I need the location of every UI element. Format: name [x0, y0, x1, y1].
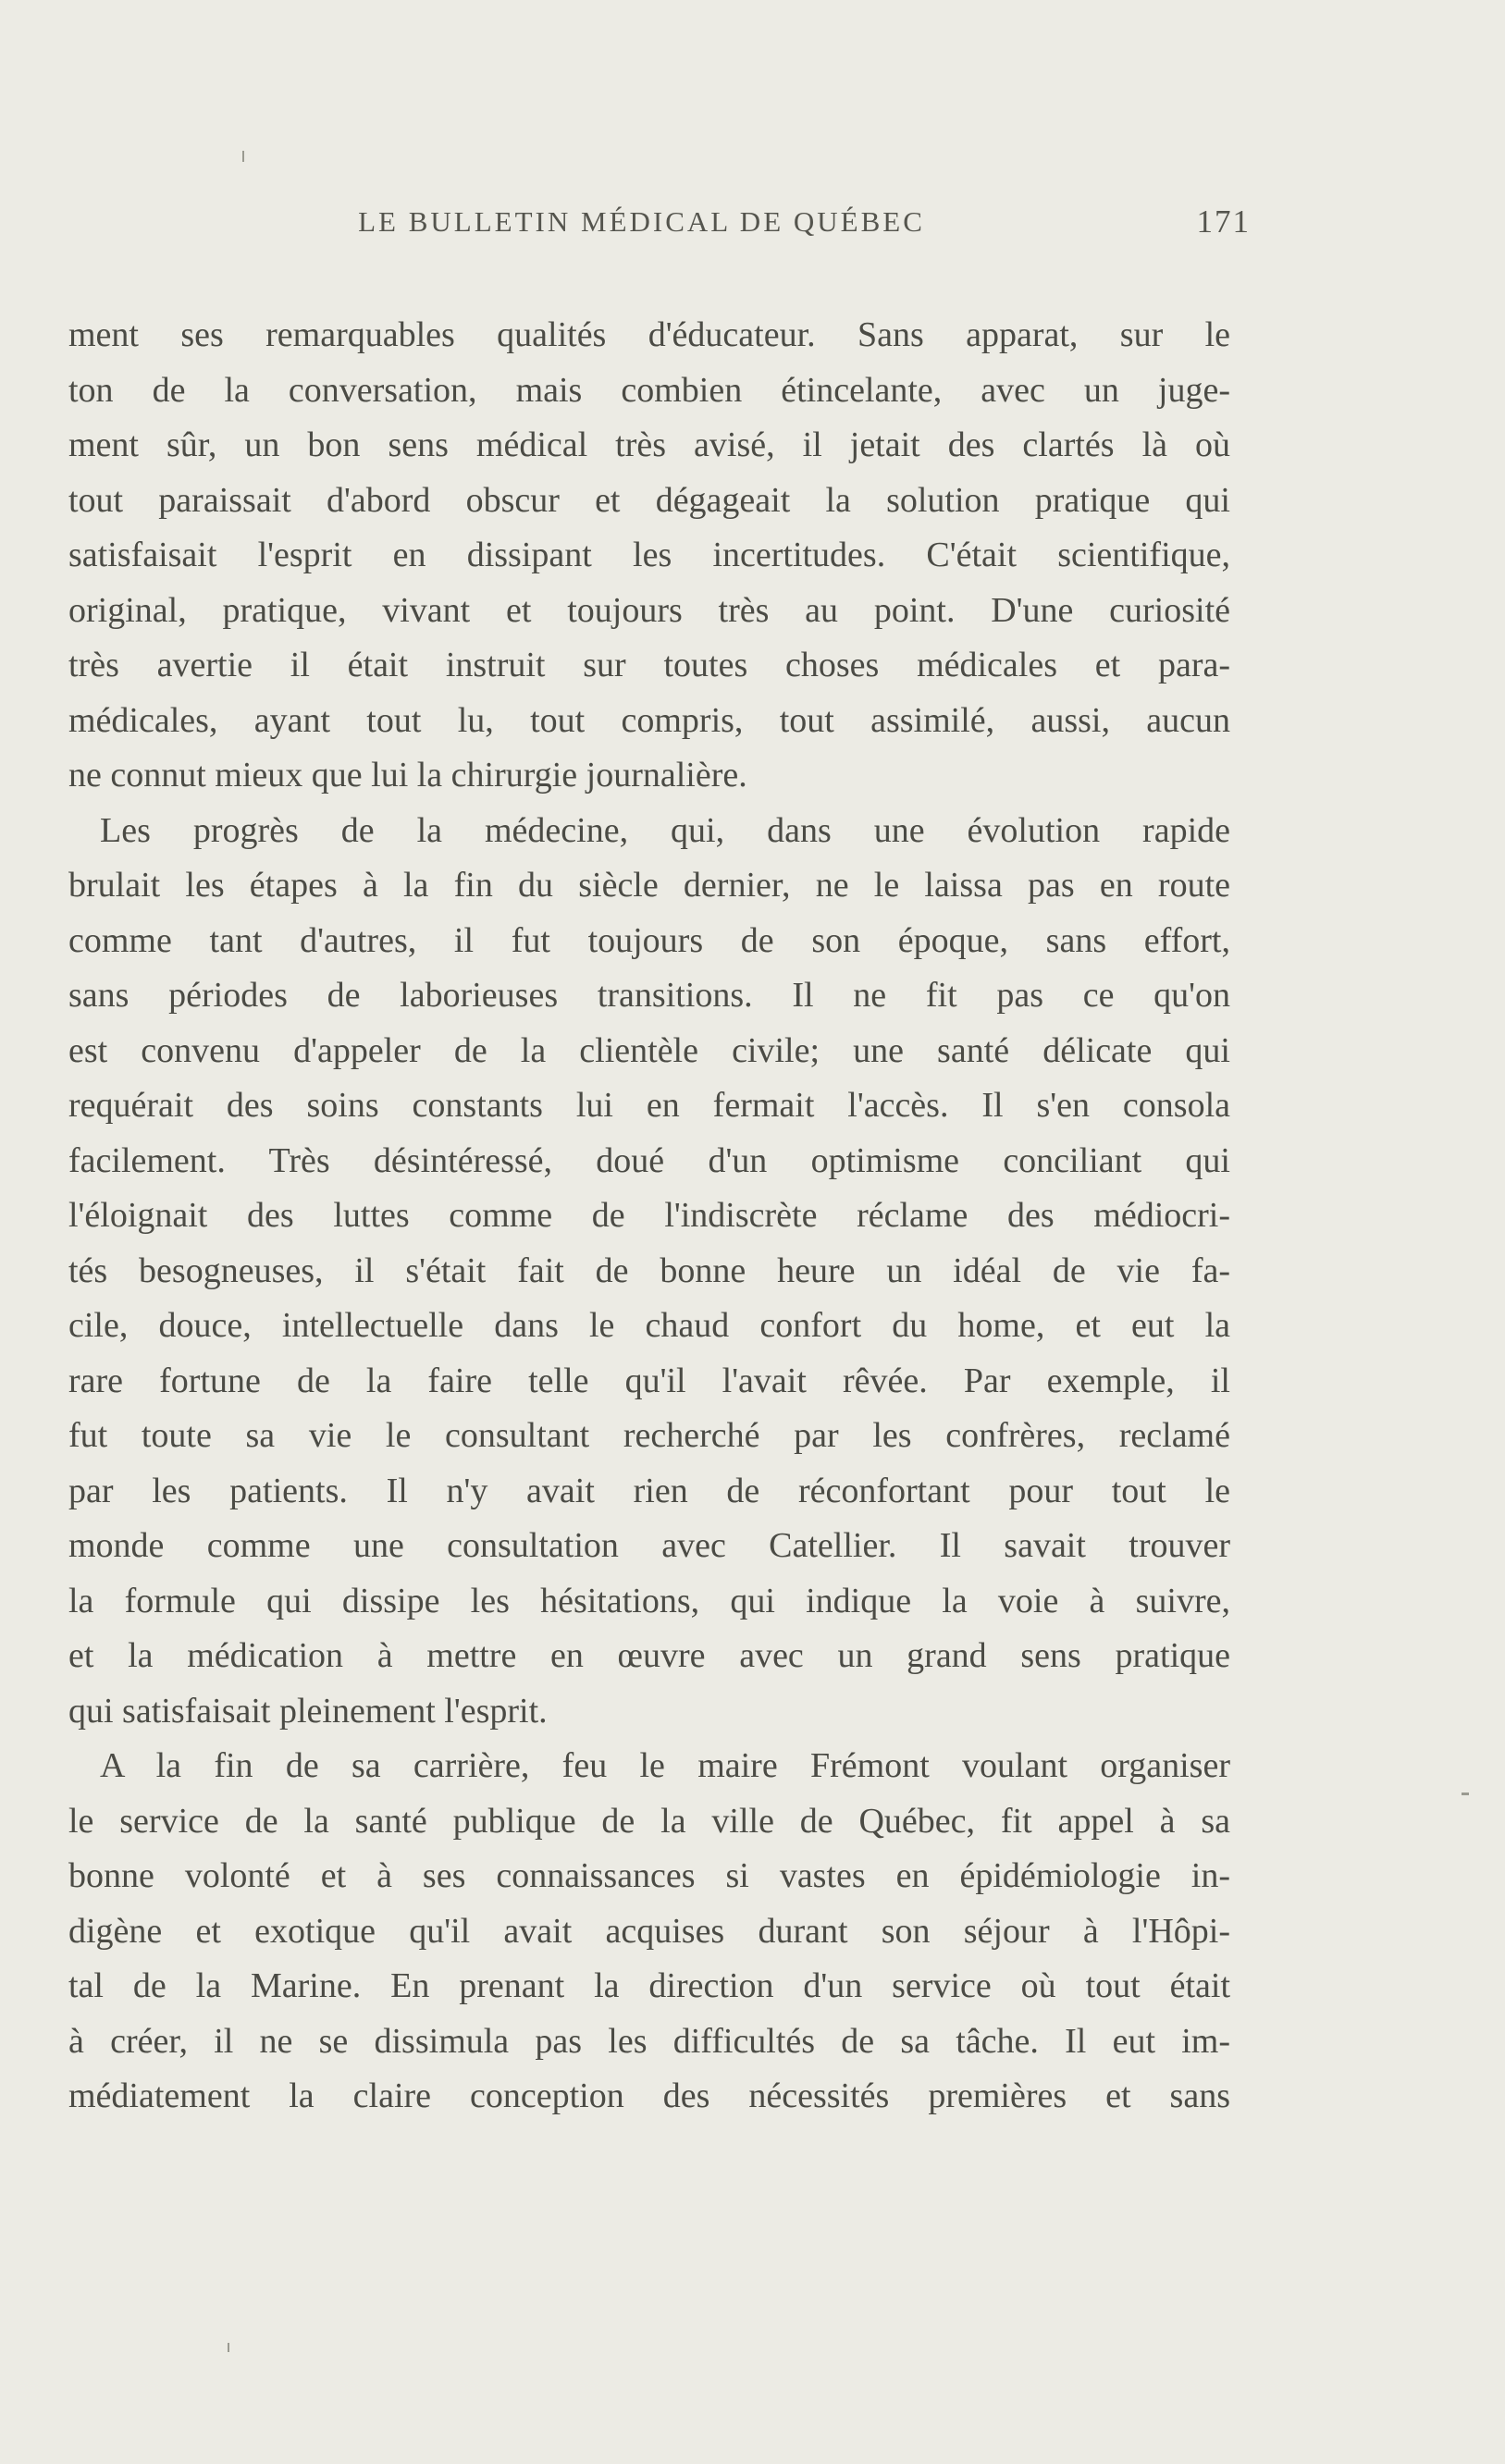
paragraph-first-line: Les progrès de la médecine, qui, dans une évolution rapide [100, 810, 1230, 850]
text-line: médiatement la claire conception des nécessités premières et sans [68, 2076, 1230, 2115]
text-line: très avertie il était instruit sur toutes choses médicales et para- [68, 646, 1230, 684]
paper-speck [228, 2343, 229, 2352]
text-line: satisfaisait l'esprit en dissipant les incertitudes. C'était scientifique, [68, 536, 1230, 574]
text-line: rare fortune de la faire telle qu'il l'avait rêvée. Par exemple, il [68, 1361, 1230, 1400]
text-line: fut toute sa vie le consultant recherché par les confrères, reclamé [68, 1416, 1230, 1455]
text-line: l'éloignait des luttes comme de l'indiscrète réclame des médiocri- [68, 1196, 1230, 1235]
text-line: qui satisfaisait pleinement l'esprit. [68, 1691, 548, 1731]
text-line: ment sûr, un bon sens médical très avisé, il jetait des clartés là où [68, 425, 1230, 464]
text-line: le service de la santé publique de la ville de Québec, fit appel à sa [68, 1801, 1230, 1841]
paper-speck [242, 151, 244, 162]
text-line: tout paraissait d'abord obscur et dégageait la solution pratique qui [68, 480, 1230, 520]
text-line: tal de la Marine. En prenant la direction d'un service où tout était [68, 1966, 1230, 2005]
text-line: requérait des soins constants lui en fermait l'accès. Il s'en consola [68, 1086, 1230, 1125]
text-line: original, pratique, vivant et toujours très au point. D'une curiosité [68, 590, 1230, 630]
text-line: facilement. Très désintéressé, doué d'un optimisme conciliant qui [68, 1140, 1230, 1180]
text-line: monde comme une consultation avec Catellier. Il savait trouver [68, 1526, 1230, 1565]
text-line: bonne volonté et à ses connaissances si vastes en épidémiologie in- [68, 1856, 1230, 1895]
text-line: médicales, ayant tout lu, tout compris, tout assimilé, aussi, aucun [68, 700, 1230, 740]
text-line: la formule qui dissipe les hésitations, qui indique la voie à suivre, [68, 1581, 1230, 1620]
page-number: 171 [1196, 203, 1251, 240]
text-line: ne connut mieux que lui la chirurgie journalière. [68, 756, 747, 795]
text-line: à créer, il ne se dissimula pas les difficultés de sa tâche. Il eut im- [68, 2021, 1230, 2061]
text-line: sans périodes de laborieuses transitions. Il ne fit pas ce qu'on [68, 976, 1230, 1015]
text-line: ment ses remarquables qualités d'éducateur. Sans apparat, sur le [68, 315, 1230, 354]
paragraph-first-line: A la fin de sa carrière, feu le maire Frémont voulant organiser [100, 1746, 1230, 1785]
text-line: digène et exotique qu'il avait acquises durant son séjour à l'Hôpi- [68, 1911, 1230, 1951]
text-line: est convenu d'appeler de la clientèle civile; une santé délicate qui [68, 1030, 1230, 1070]
text-line: brulait les étapes à la fin du siècle dernier, ne le laissa pas en route [68, 866, 1230, 905]
text-line: tés besogneuses, il s'était fait de bonne heure un idéal de vie fa- [68, 1250, 1230, 1290]
text-line: comme tant d'autres, il fut toujours de son époque, sans effort, [68, 920, 1230, 960]
text-line: ton de la conversation, mais combien étincelante, avec un juge- [68, 370, 1230, 410]
text-line: par les patients. Il n'y avait rien de réconfortant pour tout le [68, 1471, 1230, 1510]
body-text [68, 308, 1230, 2125]
running-title: LE BULLETIN MÉDICAL DE QUÉBEC [358, 205, 925, 238]
paper-speck [1462, 1793, 1469, 1795]
text-line: et la médication à mettre en œuvre avec un grand sens pratique [68, 1636, 1230, 1675]
text-line: cile, douce, intellectuelle dans le chaud confort du home, et eut la [68, 1306, 1230, 1345]
